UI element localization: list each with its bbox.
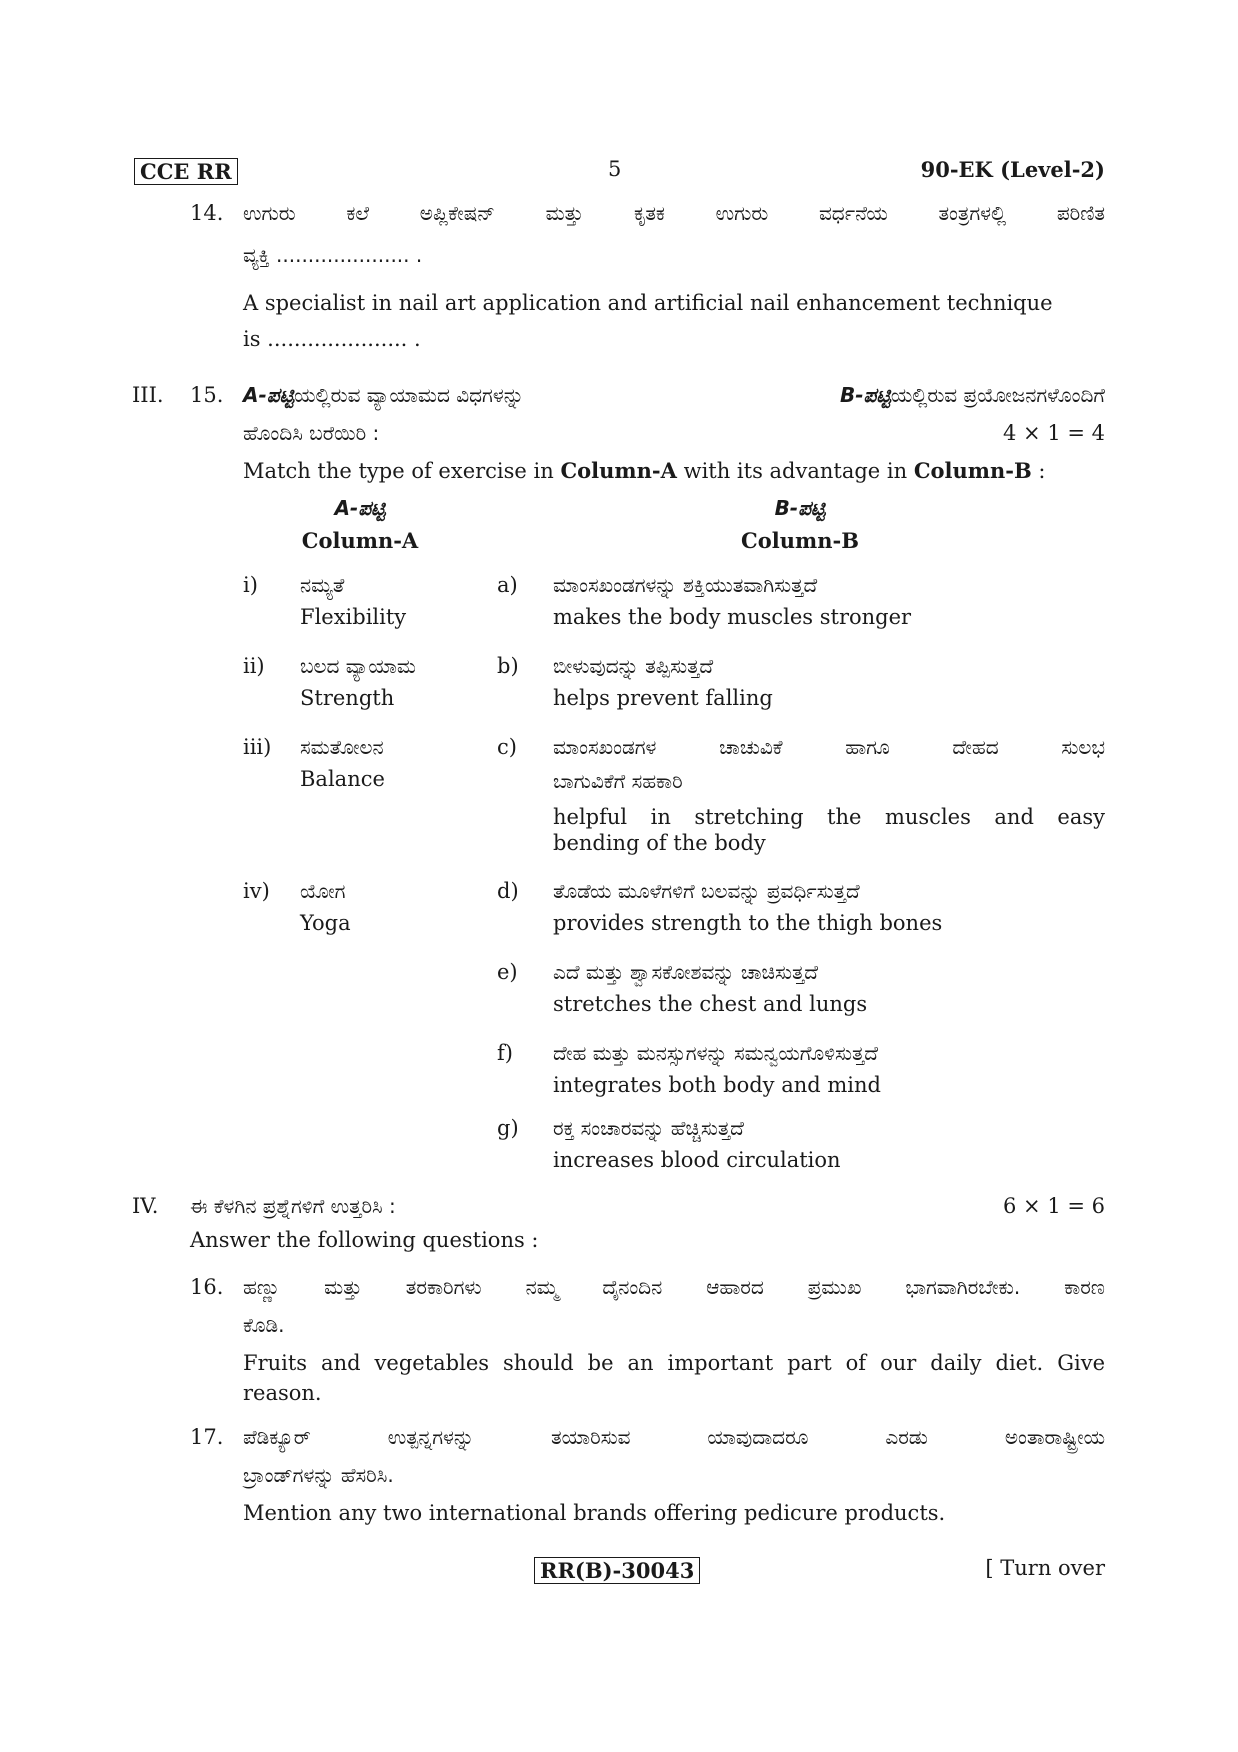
q15-number: 15.: [190, 383, 224, 407]
colA-label: iii): [243, 735, 272, 759]
page-number: 5: [608, 157, 622, 181]
footer-code-box: RR(B)-30043: [534, 1557, 700, 1584]
q15-marks: 4 × 1 = 4: [1003, 421, 1105, 445]
header-code-box: CCE RR: [134, 158, 238, 185]
colB-label: f): [497, 1041, 513, 1065]
q15-kn-line1: [243, 380, 1105, 410]
paper-code: 90-EK (Level-2): [920, 157, 1105, 182]
colA-en: Yoga: [300, 911, 351, 935]
colB-label: c): [497, 735, 517, 759]
section-iii-roman: III.: [132, 383, 164, 407]
colB-kn: ಮಾಂಸಖಂಡಗಳನ್ನು ಶಕ್ತಿಯುತವಾಗಿಸುತ್ತದೆ: [553, 573, 818, 597]
q16-kn-line1: ಹಣ್ಣು ಮತ್ತು ತರಕಾರಿಗಳು ನಮ್ಮ ದೈನಂದಿನ ಆಹಾರದ ಪ್ರಮುಖ ಭಾಗವಾಗಿರಬೇಕು. ಕಾರಣ: [243, 1275, 1105, 1299]
q16-en-line2: reason.: [243, 1381, 322, 1405]
colB-en: helps prevent falling: [553, 686, 773, 710]
q15-colB-ref: B-ಪಟ್ಟಿ: [839, 383, 891, 407]
section-iv-en-title: Answer the following questions :: [190, 1228, 539, 1252]
colB-kn-cont: ಬಾಗುವಿಕೆಗೆ ಸಹಕಾರಿ: [553, 769, 683, 793]
turn-over: [ Turn over: [985, 1556, 1105, 1580]
colA-kn-header: A-ಪಟ್ಟಿ: [334, 496, 386, 520]
colB-kn: ಬೀಳುವುದನ್ನು ತಪ್ಪಿಸುತ್ತದೆ: [553, 654, 714, 678]
colB-label: b): [497, 654, 519, 678]
colB-en: stretches the chest and lungs: [553, 992, 868, 1016]
colB-en-header: Column-B: [741, 528, 859, 553]
colA-kn: ನಮ್ಯತೆ: [300, 573, 345, 597]
q15-colA-ref: A-ಪಟ್ಟಿ: [243, 383, 295, 407]
q16-en-line1: Fruits and vegetables should be an important part of our daily diet. Give: [243, 1351, 1105, 1375]
q14-en-line1: A specialist in nail art application and artificial nail enhancement technique: [243, 291, 1053, 315]
colA-en: Strength: [300, 686, 395, 710]
colB-kn-header: B-ಪಟ್ಟಿ: [774, 496, 826, 520]
q15-instruction: [243, 455, 1046, 488]
colA-label: i): [243, 573, 258, 597]
colB-en: increases blood circulation: [553, 1148, 841, 1172]
q14-kn-line2: ವ್ಯಕ್ತಿ ..................... .: [243, 243, 423, 267]
colB-en: helpful in stretching the muscles and easy: [553, 805, 1105, 829]
q15-instr-text3: :: [1031, 459, 1046, 483]
colB-kn: ರಕ್ತ ಸಂಚಾರವನ್ನು ಹೆಚ್ಚಿಸುತ್ತದೆ: [553, 1116, 744, 1140]
colA-kn: ಬಲದ ವ್ಯಾಯಾಮ: [300, 654, 416, 678]
q15-instr-text1: Match the type of exercise in: [243, 459, 561, 483]
q14-en-line2: is ..................... .: [243, 327, 421, 351]
colA-en: Flexibility: [300, 605, 407, 629]
colB-en-cont: bending of the body: [553, 831, 766, 855]
q15-kn-text1: ಯಲ್ಲಿರುವ ವ್ಯಾಯಾಮದ ವಿಧಗಳನ್ನು: [294, 383, 524, 407]
colB-label: d): [497, 879, 519, 903]
colB-kn: ಮಾಂಸಖಂಡಗಳ ಚಾಚುವಿಕೆ ಹಾಗೂ ದೇಹದ ಸುಲಭ: [553, 735, 1105, 759]
colB-label: g): [497, 1116, 519, 1140]
colB-kn: ದೇಹ ಮತ್ತು ಮನಸ್ಸುಗಳನ್ನು ಸಮನ್ವಯಗೊಳಿಸುತ್ತದೆ: [553, 1041, 879, 1065]
colA-label: ii): [243, 654, 265, 678]
colA-en-header: Column-A: [301, 528, 419, 553]
colB-label: e): [497, 960, 518, 984]
colA-label: iv): [243, 879, 270, 903]
colA-kn: ಯೋಗ: [300, 879, 346, 903]
q16-kn-line2: ಕೊಡಿ.: [243, 1313, 285, 1337]
q15-instr-colB: Column-B: [913, 458, 1032, 483]
q17-number: 17.: [190, 1425, 224, 1449]
colB-en: integrates both body and mind: [553, 1073, 881, 1097]
q17-kn-line1: ಪೆಡಿಕ್ಯೂರ್ ಉತ್ಪನ್ನಗಳನ್ನು ತಯಾರಿಸುವ ಯಾವುದಾದರೂ ಎರಡು ಅಂತಾರಾಷ್ಟ್ರೀಯ: [243, 1425, 1105, 1449]
q17-kn-line2: ಬ್ರಾಂಡ್‌ಗಳನ್ನು ಹೆಸರಿಸಿ.: [243, 1463, 394, 1487]
colB-label: a): [497, 573, 518, 597]
q15-instr-colA: Column-A: [560, 458, 677, 483]
colB-kn: ತೊಡೆಯ ಮೂಳೆಗಳಿಗೆ ಬಲವನ್ನು ಪ್ರವರ್ಧಿಸುತ್ತದೆ: [553, 879, 860, 903]
section-iv-roman: IV.: [132, 1194, 159, 1218]
q15-instr-text2: with its advantage in: [676, 459, 914, 483]
colA-en: Balance: [300, 767, 385, 791]
colB-en: makes the body muscles stronger: [553, 605, 912, 629]
q14-number: 14.: [190, 201, 224, 225]
q15-kn-text2: ಯಲ್ಲಿರುವ ಪ್ರಯೋಜನಗಳೊಂದಿಗೆ: [890, 383, 1105, 407]
section-iv-kn-title: ಈ ಕೆಳಗಿನ ಪ್ರಶ್ನೆಗಳಿಗೆ ಉತ್ತರಿಸಿ :: [190, 1194, 396, 1218]
q16-number: 16.: [190, 1275, 224, 1299]
q15-kn-line2: ಹೊಂದಿಸಿ ಬರೆಯಿರಿ :: [243, 421, 380, 445]
colB-kn: ಎದೆ ಮತ್ತು ಶ್ವಾಸಕೋಶವನ್ನು ಚಾಚಿಸುತ್ತದೆ: [553, 960, 818, 984]
q17-en-line1: Mention any two international brands offering pedicure products.: [243, 1501, 946, 1525]
q14-kn-line1: ಉಗುರು ಕಲೆ ಅಪ್ಲಿಕೇಷನ್ ಮತ್ತು ಕೃತಕ ಉಗುರು ವರ್ಧನೆಯ ತಂತ್ರಗಳಲ್ಲಿ ಪರಿಣಿತ: [243, 201, 1105, 225]
colA-kn: ಸಮತೋಲನ: [300, 735, 384, 759]
colB-en: provides strength to the thigh bones: [553, 911, 943, 935]
section-iv-marks: 6 × 1 = 6: [1003, 1194, 1105, 1218]
